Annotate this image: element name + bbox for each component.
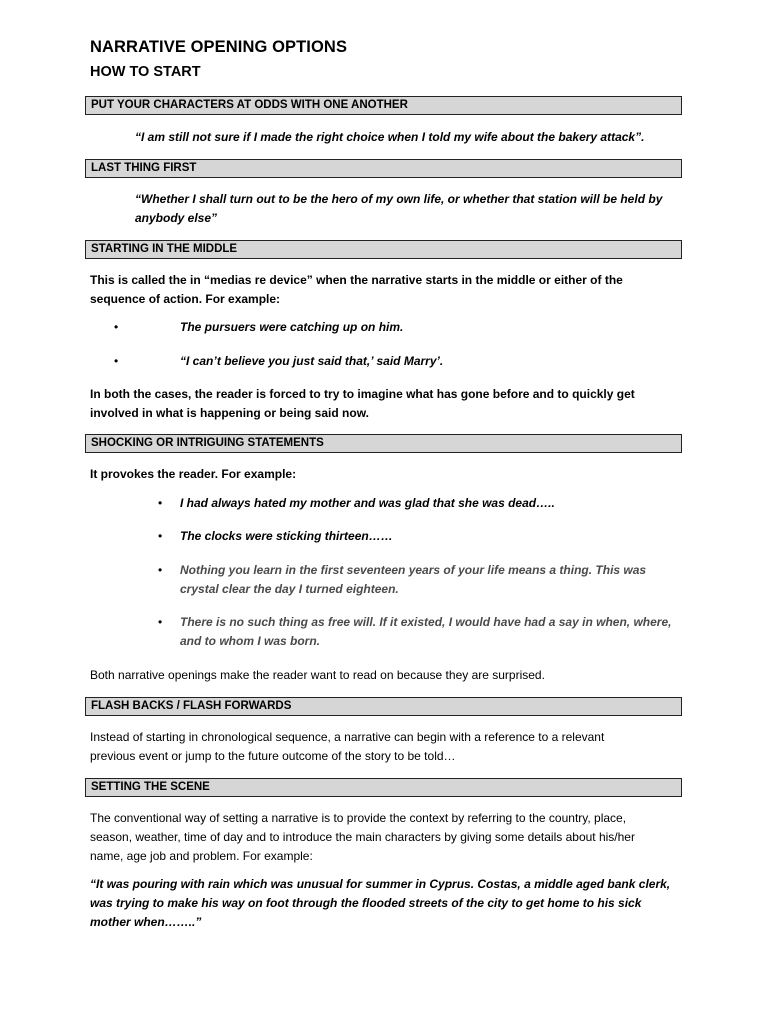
section-heading-characters-at-odds: PUT YOUR CHARACTERS AT ODDS WITH ONE ANOTHER <box>85 96 682 115</box>
bullet-icon: • <box>114 320 119 334</box>
bullet-icon: • <box>158 563 163 577</box>
quote-hero-line1: “Whether I shall turn out to be the hero of my own life, or whether that station will be held by <box>135 192 663 206</box>
middle-outro-line2: involved in what is happening or being said now. <box>90 406 369 420</box>
section-heading-starting-middle: STARTING IN THE MIDDLE <box>85 240 682 259</box>
bullet-icon: • <box>158 615 163 629</box>
flash-line1: Instead of starting in chronological sequence, a narrative can begin with a reference to a relevant <box>90 730 605 744</box>
bullet-icon: • <box>158 496 163 510</box>
middle-intro-line2: sequence of action. For example: <box>90 292 281 306</box>
section-heading-last-thing-first: LAST THING FIRST <box>85 159 682 178</box>
flash-line2: previous event or jump to the future outcome of the story to be told… <box>90 749 456 763</box>
section-heading-shocking-statements: SHOCKING OR INTRIGUING STATEMENTS <box>85 434 682 453</box>
page-title: NARRATIVE OPENING OPTIONS <box>90 38 348 56</box>
page-subtitle: HOW TO START <box>90 64 201 80</box>
quote-hero-line2: anybody else” <box>135 211 218 225</box>
shocking-bullet-3-line2: crystal clear the day I turned eighteen. <box>180 582 399 596</box>
scene-quote-line1: “It was pouring with rain which was unusual for summer in Cyprus. Costas, a middle aged bank clerk, <box>90 877 671 891</box>
middle-intro-line1: This is called the in “medias re device” when the narrative starts in the middle or either of the <box>90 273 623 287</box>
middle-bullet-2: “I can’t believe you just said that,’ said Marry’. <box>180 354 444 368</box>
shocking-bullet-4-line1: There is no such thing as free will. If it existed, I would have had a say in when, where, <box>180 615 672 629</box>
scene-line2: season, weather, time of day and to introduce the main characters by giving some details about his/her <box>90 830 635 844</box>
scene-line1: The conventional way of setting a narrative is to provide the context by referring to the country, place, <box>90 811 627 825</box>
shocking-intro: It provokes the reader. For example: <box>90 467 297 481</box>
section-heading-flash-backs: FLASH BACKS / FLASH FORWARDS <box>85 697 682 716</box>
bullet-icon: • <box>114 354 119 368</box>
middle-bullet-1: The pursuers were catching up on him. <box>180 320 404 334</box>
scene-line3: name, age job and problem. For example: <box>90 849 313 863</box>
shocking-bullet-2: The clocks were sticking thirteen…… <box>180 529 393 543</box>
scene-quote-line3: mother when……..” <box>90 915 202 929</box>
section-heading-setting-scene: SETTING THE SCENE <box>85 778 682 797</box>
bullet-icon: • <box>158 529 163 543</box>
shocking-outro: Both narrative openings make the reader want to read on because they are surprised. <box>90 668 545 682</box>
scene-quote-line2: was trying to make his way on foot through the flooded streets of the city to get home to his sick <box>90 896 642 910</box>
quote-bakery-attack: “I am still not sure if I made the right choice when I told my wife about the bakery attack”. <box>135 130 645 144</box>
middle-outro-line1: In both the cases, the reader is forced to try to imagine what has gone before and to quickly get <box>90 387 635 401</box>
shocking-bullet-3-line1: Nothing you learn in the first seventeen years of your life means a thing. This was <box>180 563 647 577</box>
shocking-bullet-1: I had always hated my mother and was glad that she was dead….. <box>180 496 555 510</box>
shocking-bullet-4-line2: and to whom I was born. <box>180 634 321 648</box>
